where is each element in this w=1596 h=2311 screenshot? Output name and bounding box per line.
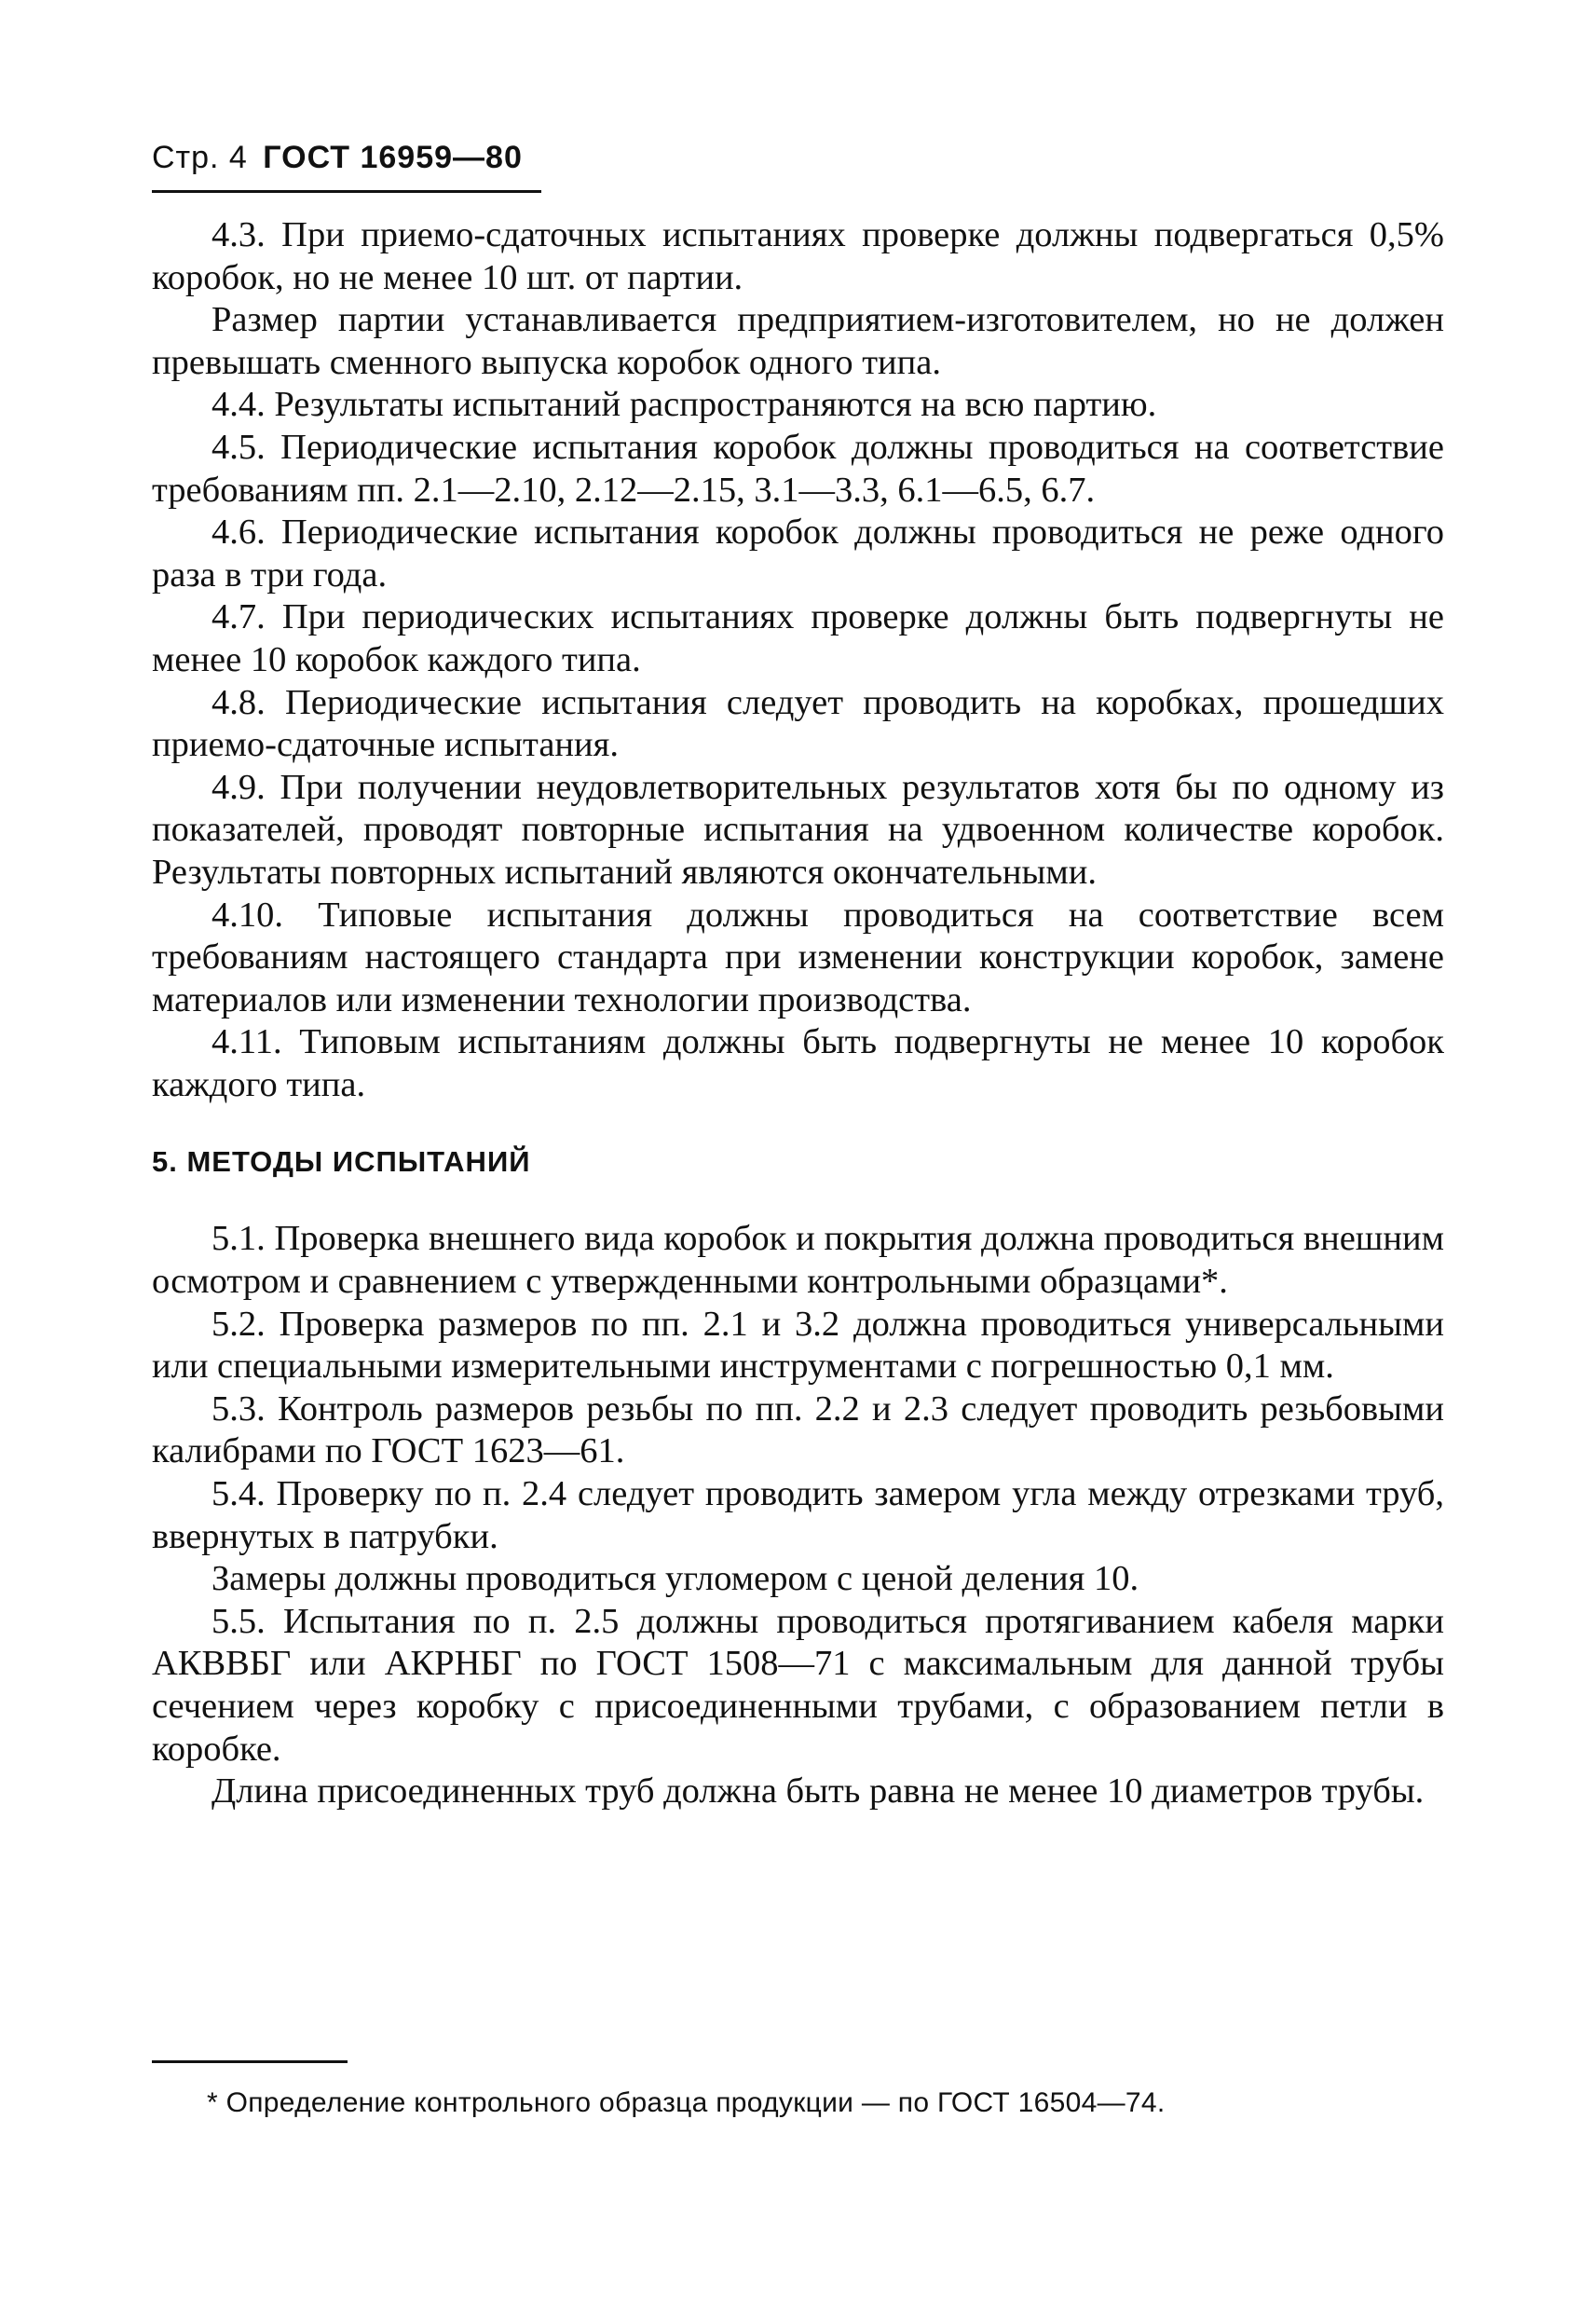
paragraph-4-8: 4.8. Периодические испытания следует проводить на коробках, прошедших приемо-сдаточные испытания. bbox=[152, 682, 1444, 765]
paragraph-5-5: 5.5. Испытания по п. 2.5 должны проводиться протягиванием кабеля марки АКВВБГ или АКРНБГ по ГОСТ 1508—71 с максимальным для данной трубы сечением через коробку с присоединенными трубами, с образованием петли в коробке. bbox=[152, 1601, 1444, 1769]
standard-number: ГОСТ 16959—80 bbox=[263, 140, 523, 175]
page-number: Стр. 4 bbox=[152, 140, 248, 175]
paragraph-4-5: 4.5. Периодические испытания коробок должны проводиться на соответствие требованиям пп. 2.1—2.10, 2.12—2.15, 3.1—3.3, 6.1—6.5, 6.7. bbox=[152, 427, 1444, 510]
page-header bbox=[152, 140, 523, 176]
document-body bbox=[152, 214, 1444, 1813]
paragraph-5-2: 5.2. Проверка размеров по пп. 2.1 и 3.2 должна проводиться универсальными или специальными измерительными инструментами с погрешностью 0,1 мм. bbox=[152, 1304, 1444, 1387]
paragraph-4-4: 4.4. Результаты испытаний распространяются на всю партию. bbox=[211, 385, 1157, 425]
section-heading: 5. МЕТОДЫ ИСПЫТАНИЙ bbox=[152, 1145, 531, 1179]
paragraph-4-11: 4.11. Типовым испытаниям должны быть подвергнуты не менее 10 коробок каждого типа. bbox=[152, 1022, 1444, 1104]
paragraph-4-10: 4.10. Типовые испытания должны проводиться на соответствие всем требованиям настоящего стандарта при изменении конструкции коробок, замене материалов или изменении технологии производства. bbox=[152, 895, 1444, 1019]
paragraph-4-7: 4.7. При периодических испытаниях проверке должны быть подвергнуты не менее 10 коробок каждого типа. bbox=[152, 597, 1444, 679]
paragraph-4-3: 4.3. При приемо-сдаточных испытаниях проверке должны подвергаться 0,5% коробок, но не менее 10 шт. от партии. bbox=[152, 215, 1444, 297]
paragraph-4-6: 4.6. Периодические испытания коробок должны проводиться не реже одного раза в три года. bbox=[152, 513, 1444, 595]
paragraph-5-4-measure: Замеры должны проводиться угломером с ценой деления 10. bbox=[211, 1559, 1139, 1599]
paragraph-5-5-length: Длина присоединенных труб должна быть равна не менее 10 диаметров трубы. bbox=[211, 1771, 1425, 1812]
footnote-rule bbox=[152, 2060, 348, 2063]
paragraph-4-9: 4.9. При получении неудовлетворительных результатов хотя бы по одному из показателей, проводят повторные испытания на удвоенном количестве коробок. Результаты повторных испытаний являются окончательными. bbox=[152, 767, 1444, 892]
paragraph-5-3: 5.3. Контроль размеров резьбы по пп. 2.2 и 2.3 следует проводить резьбовыми калибрами по ГОСТ 1623—61. bbox=[152, 1388, 1444, 1471]
footnote: * Определение контрольного образца продукции — по ГОСТ 16504—74. bbox=[207, 2087, 1166, 2118]
paragraph-5-1: 5.1. Проверка внешнего вида коробок и покрытия должна проводиться внешним осмотром и сравнением с утвержденными контрольными образцами*. bbox=[152, 1219, 1444, 1302]
header-rule bbox=[152, 190, 541, 193]
paragraph-5-4: 5.4. Проверку по п. 2.4 следует проводить замером угла между отрезками труб, ввернутых в патрубки. bbox=[152, 1474, 1444, 1556]
paragraph-4-3-lot: Размер партии устанавливается предприятием-изготовителем, но не должен превышать сменного выпуска коробок одного типа. bbox=[152, 300, 1444, 382]
